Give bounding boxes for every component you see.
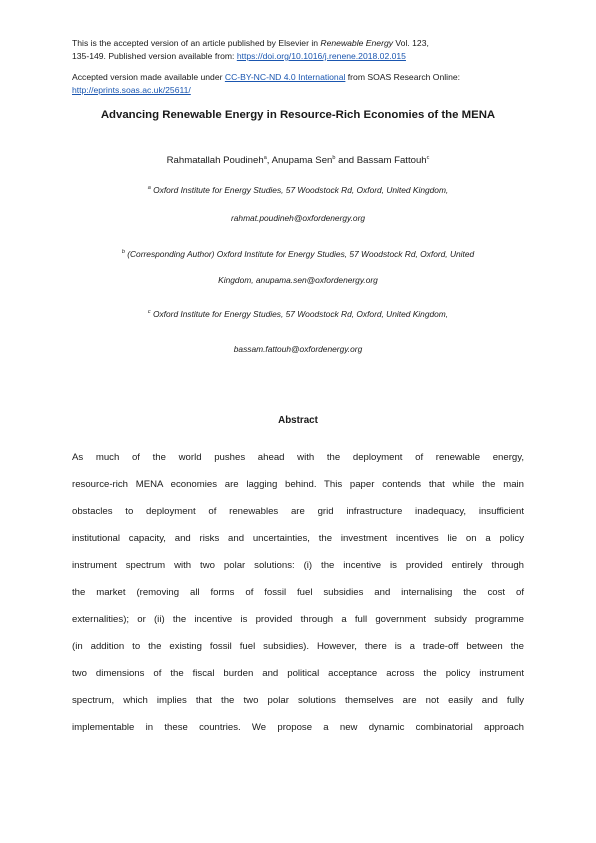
- author-separator: ,: [266, 155, 272, 166]
- author-separator: and: [335, 155, 357, 166]
- abstract-line: the market (removing all forms of fossil fuel subsidies and internalising the cost of: [72, 587, 524, 598]
- abstract-line: implementable in these countries. We propose a new dynamic combinatorial approach: [72, 722, 524, 733]
- author-superscript: a: [263, 154, 267, 161]
- publication-notice-line-2: [72, 50, 406, 63]
- notice-text: This is the accepted version of an article published by Elsevier in: [72, 38, 321, 48]
- eprint-link[interactable]: http://eprints.soas.ac.uk/25611/: [72, 85, 191, 95]
- doi-link[interactable]: https://doi.org/10.1016/j.renene.2018.02.015: [236, 51, 406, 61]
- affiliation-superscript: c: [147, 309, 151, 316]
- author-name: Rahmatallah Poudineh: [166, 155, 264, 166]
- author-name: Bassam Fattouh: [356, 155, 427, 166]
- affiliation-text: Oxford Institute for Energy Studies, 57 Woodstock Rd, Oxford, United Kingdom,: [153, 185, 449, 195]
- publication-notice-line-1: [72, 37, 429, 50]
- license-notice-line-2: [72, 84, 191, 97]
- abstract-line: resource-rich MENA economies are lagging behind. This paper contends that while the main: [72, 479, 524, 490]
- affiliation-b-line-1: [0, 249, 596, 259]
- affiliation-text: (Corresponding Author) Oxford Institute for Energy Studies, 57 Woodstock Rd, Oxford, United: [127, 249, 475, 259]
- abstract-line: obstacles to deployment of renewables are grid infrastructure inadequacy, insufficient: [72, 506, 524, 517]
- author-name: Anupama Sen: [271, 155, 333, 166]
- author-list: [0, 155, 596, 166]
- affiliation-a-line-1: [0, 185, 596, 195]
- notice-text: Accepted version made available under: [72, 72, 225, 82]
- abstract-line: (in addition to the existing fossil fuel subsidies). However, there is a trade-off between the: [72, 641, 524, 652]
- abstract-line: institutional capacity, and risks and uncertainties, the investment incentives lie on a policy: [72, 533, 524, 544]
- affiliation-a-line-2: rahmat.poudineh@oxfordenergy.org: [230, 213, 366, 223]
- author-superscript: b: [332, 154, 336, 161]
- abstract-line: As much of the world pushes ahead with the deployment of renewable energy,: [72, 452, 524, 463]
- license-link[interactable]: CC-BY-NC-ND 4.0 International: [224, 72, 346, 82]
- affiliation-superscript: a: [147, 185, 151, 192]
- author-superscript: c: [426, 154, 430, 161]
- affiliation-c-line-2: bassam.fattouh@oxfordenergy.org: [233, 344, 363, 354]
- abstract-heading: Abstract: [278, 415, 318, 426]
- license-notice-line-1: [72, 71, 460, 84]
- abstract-line: externalities); or (ii) the incentive is provided through a full government subsidy programme: [72, 614, 524, 625]
- affiliation-b-line-2: Kingdom, anupama.sen@oxfordenergy.org: [218, 275, 378, 285]
- affiliation-text: Oxford Institute for Energy Studies, 57 Woodstock Rd, Oxford, United Kingdom,: [152, 309, 449, 319]
- abstract-line: instrument spectrum with two polar solutions: (i) the incentive is provided entirely through: [72, 560, 524, 571]
- paper-title: Advancing Renewable Energy in Resource-Rich Economies of the MENA: [100, 109, 496, 121]
- notice-text: from SOAS Research Online:: [345, 72, 461, 82]
- affiliation-c-line-1: [0, 309, 596, 319]
- abstract-line: two dimensions of the fiscal burden and political acceptance across the policy instrument: [72, 668, 524, 679]
- abstract-line: spectrum, which implies that the two polar solutions themselves are not easily and fully: [72, 695, 524, 706]
- notice-text: 135-149. Published version available from:: [72, 51, 237, 61]
- journal-name: Renewable Energy: [320, 38, 394, 48]
- affiliation-superscript: b: [121, 249, 125, 256]
- notice-text: Vol. 123,: [393, 38, 429, 48]
